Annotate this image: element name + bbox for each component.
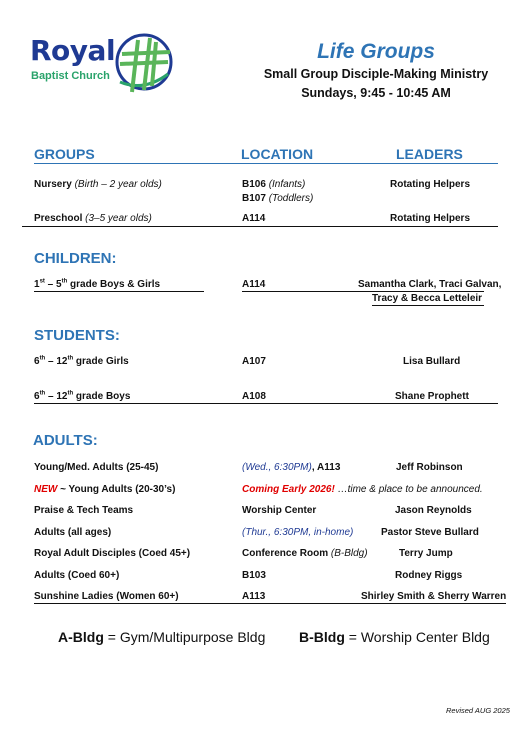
page-subtitle: Small Group Disciple-Making Ministry: [263, 67, 489, 81]
preschool-rule: [22, 226, 498, 227]
column-header-rule: [34, 163, 498, 164]
location-adults-60: B103: [242, 570, 266, 581]
location-nursery-2: B107 (Toddlers): [242, 193, 314, 204]
leader-students-girls: Lisa Bullard: [403, 356, 461, 367]
group-adults-young-med: Young/Med. Adults (25-45): [34, 462, 159, 473]
leader-adults-young-med: Jeff Robinson: [396, 462, 463, 473]
leader-adults-60: Rodney Riggs: [395, 570, 463, 581]
group-royal-adult-disciples: Royal Adult Disciples (Coed 45+): [34, 548, 191, 559]
group-adults-60: Adults (Coed 60+): [34, 570, 120, 581]
location-adults-young-med: (Wed., 6:30PM), A113: [242, 462, 341, 473]
location-adults-young-new: Coming Early 2026! …time & place to be announced.: [242, 484, 483, 495]
section-heading-adults: ADULTS:: [33, 432, 98, 449]
location-adults-all: (Thur., 6:30PM, in-home): [242, 527, 354, 538]
group-adults-young-new: NEW ~ Young Adults (20-30’s): [34, 484, 176, 495]
leader-praise-tech: Jason Reynolds: [395, 505, 472, 516]
leader-children-1: Samantha Clark, Traci Galvan,: [358, 279, 502, 290]
children-row-rule: [242, 291, 484, 292]
leader-nursery: Rotating Helpers: [390, 179, 471, 190]
column-header-location: LOCATION: [241, 146, 314, 162]
children-leader-rule: [372, 305, 484, 306]
legend-a-bldg: A-Bldg = Gym/Multipurpose Bldg: [58, 629, 266, 645]
group-adults-all: Adults (all ages): [34, 527, 112, 538]
column-header-leaders: LEADERS: [396, 146, 463, 162]
church-logo: [28, 30, 178, 100]
group-students-boys: 6th – 12th grade Boys: [34, 390, 131, 402]
column-header-groups: GROUPS: [34, 146, 95, 162]
adults-rule: [34, 603, 506, 604]
children-group-rule: [34, 291, 204, 292]
section-heading-students: STUDENTS:: [34, 327, 120, 344]
location-children: A114: [242, 279, 266, 290]
leader-adults-all: Pastor Steve Bullard: [381, 527, 479, 538]
location-praise-tech: Worship Center: [242, 505, 317, 516]
location-students-girls: A107: [242, 356, 266, 367]
location-nursery-1: B106 (Infants): [242, 179, 306, 190]
group-children: 1st – 5th grade Boys & Girls: [34, 278, 161, 290]
location-sunshine-ladies: A113: [242, 591, 266, 602]
leader-sunshine-ladies: Shirley Smith & Sherry Warren: [361, 591, 507, 602]
group-students-girls: 6th – 12th grade Girls: [34, 355, 129, 367]
group-preschool: Preschool (3–5 year olds): [34, 213, 152, 224]
location-royal-adult-disciples: Conference Room (B-Bldg): [242, 548, 368, 559]
leader-preschool: Rotating Helpers: [390, 213, 471, 224]
location-students-boys: A108: [242, 391, 266, 402]
logo-royal: Royal: [30, 34, 116, 67]
location-preschool: A114: [242, 213, 266, 224]
students-rule: [34, 403, 498, 404]
group-nursery: Nursery (Birth – 2 year olds): [34, 179, 162, 190]
schedule-text: Sundays, 9:45 - 10:45 AM: [301, 86, 451, 100]
group-praise-tech: Praise & Tech Teams: [34, 505, 134, 516]
group-sunshine-ladies: Sunshine Ladies (Women 60+): [34, 591, 179, 602]
leader-children-2: Tracy & Becca Letteleir: [372, 293, 483, 304]
legend-b-bldg: B-Bldg = Worship Center Bldg: [299, 629, 490, 645]
logo-baptist-church: Baptist Church: [31, 70, 110, 82]
leader-students-boys: Shane Prophett: [395, 391, 469, 402]
page-title: Life Groups: [317, 40, 435, 63]
leader-royal-adult-disciples: Terry Jump: [399, 548, 453, 559]
section-heading-children: CHILDREN:: [34, 250, 117, 267]
revised-date: Revised AUG 2025: [446, 706, 510, 715]
